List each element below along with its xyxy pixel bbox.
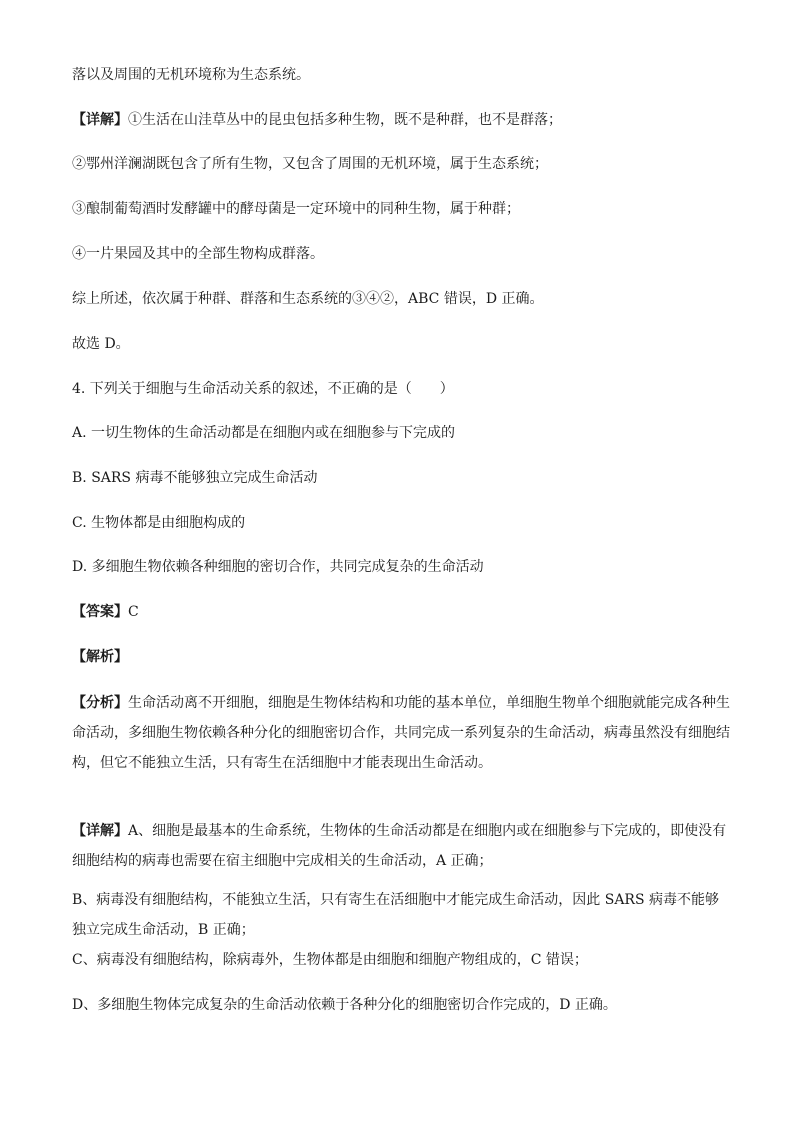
line-text: ①生活在山洼草丛中的昆虫包括多种生物，既不是种群，也不是群落； bbox=[128, 112, 562, 128]
paragraph-detail-3 bbox=[72, 200, 732, 218]
paragraph-detail-d bbox=[72, 996, 732, 1014]
line-text: A、细胞是最基本的生命系统，生物体的生命活动都是在细胞内或在细胞参与下完成的，即使没有细胞结构的病毒也需要在宿主细胞中完成相关的生命活动，A 正确； bbox=[72, 823, 727, 869]
line-text: D、多细胞生物体完成复杂的生命活动依赖于各种分化的细胞密切合作完成的，D 正确。 bbox=[72, 997, 617, 1013]
line-text: 落以及周围的无机环境称为生态系统。 bbox=[72, 67, 310, 83]
question-4-stem bbox=[72, 380, 732, 398]
answer-line bbox=[72, 603, 732, 621]
line-text: C、病毒没有细胞结构，除病毒外，生物体都是由细胞和细胞产物组成的，C 错误； bbox=[72, 952, 588, 968]
line-text: B. SARS 病毒不能够独立完成生命活动 bbox=[72, 470, 318, 486]
line-text: ③酿制葡萄酒时发酵罐中的酵母菌是一定环境中的同种生物，属于种群； bbox=[72, 201, 520, 217]
paragraph-detail-c bbox=[72, 951, 732, 969]
line-text: D. 多细胞生物依赖各种细胞的密切合作，共同完成复杂的生命活动 bbox=[72, 559, 484, 575]
line-text: ④一片果园及其中的全部生物构成群落。 bbox=[72, 246, 324, 262]
section-tag: 【详解】 bbox=[72, 823, 128, 839]
line-text: 4. 下列关于细胞与生命活动关系的叙述，不正确的是（ ） bbox=[72, 381, 454, 397]
paragraph-detail-4 bbox=[72, 245, 732, 263]
option-b bbox=[72, 469, 732, 487]
line-text: B、病毒没有细胞结构，不能独立生活，只有寄生在活细胞中才能完成生命活动，因此 SARS 病毒不能够独立完成生命活动，B 正确； bbox=[72, 892, 720, 938]
paragraph-ecosystem-definition bbox=[72, 66, 732, 84]
paragraph-detail-2 bbox=[72, 155, 732, 173]
answer-value: C bbox=[128, 604, 139, 620]
paragraph-analysis bbox=[72, 688, 732, 778]
paragraph-detail-b bbox=[72, 885, 732, 945]
option-c bbox=[72, 514, 732, 532]
line-text: 生命活动离不开细胞，细胞是生物体结构和功能的基本单位，单细胞生物单个细胞就能完成各种生命活动，多细胞生物依赖各种分化的细胞密切合作，共同完成一系列复杂的生命活动，病毒虽然没有细胞结构，但它不能独立生活，只有寄生在活细胞中才能表现出生命活动。 bbox=[72, 695, 730, 771]
paragraph-detail-1 bbox=[72, 111, 732, 129]
option-d bbox=[72, 558, 732, 576]
section-tag: 【详解】 bbox=[72, 112, 128, 128]
paragraph-detail-a bbox=[72, 816, 732, 876]
paragraph-choice bbox=[72, 335, 732, 353]
line-text: C. 生物体都是由细胞构成的 bbox=[72, 515, 246, 531]
option-a bbox=[72, 424, 732, 442]
section-tag: 【解析】 bbox=[72, 649, 128, 665]
line-text: 综上所述，依次属于种群、群落和生态系统的③④②，ABC 错误，D 正确。 bbox=[72, 291, 544, 307]
paragraph-summary bbox=[72, 290, 732, 308]
section-tag: 【答案】 bbox=[72, 604, 128, 620]
analysis-heading bbox=[72, 648, 732, 666]
line-text: 故选 D。 bbox=[72, 336, 130, 352]
section-tag: 【分析】 bbox=[72, 695, 128, 711]
line-text: A. 一切生物体的生命活动都是在细胞内或在细胞参与下完成的 bbox=[72, 425, 456, 441]
line-text: ②鄂州洋澜湖既包含了所有生物，又包含了周围的无机环境，属于生态系统； bbox=[72, 156, 548, 172]
